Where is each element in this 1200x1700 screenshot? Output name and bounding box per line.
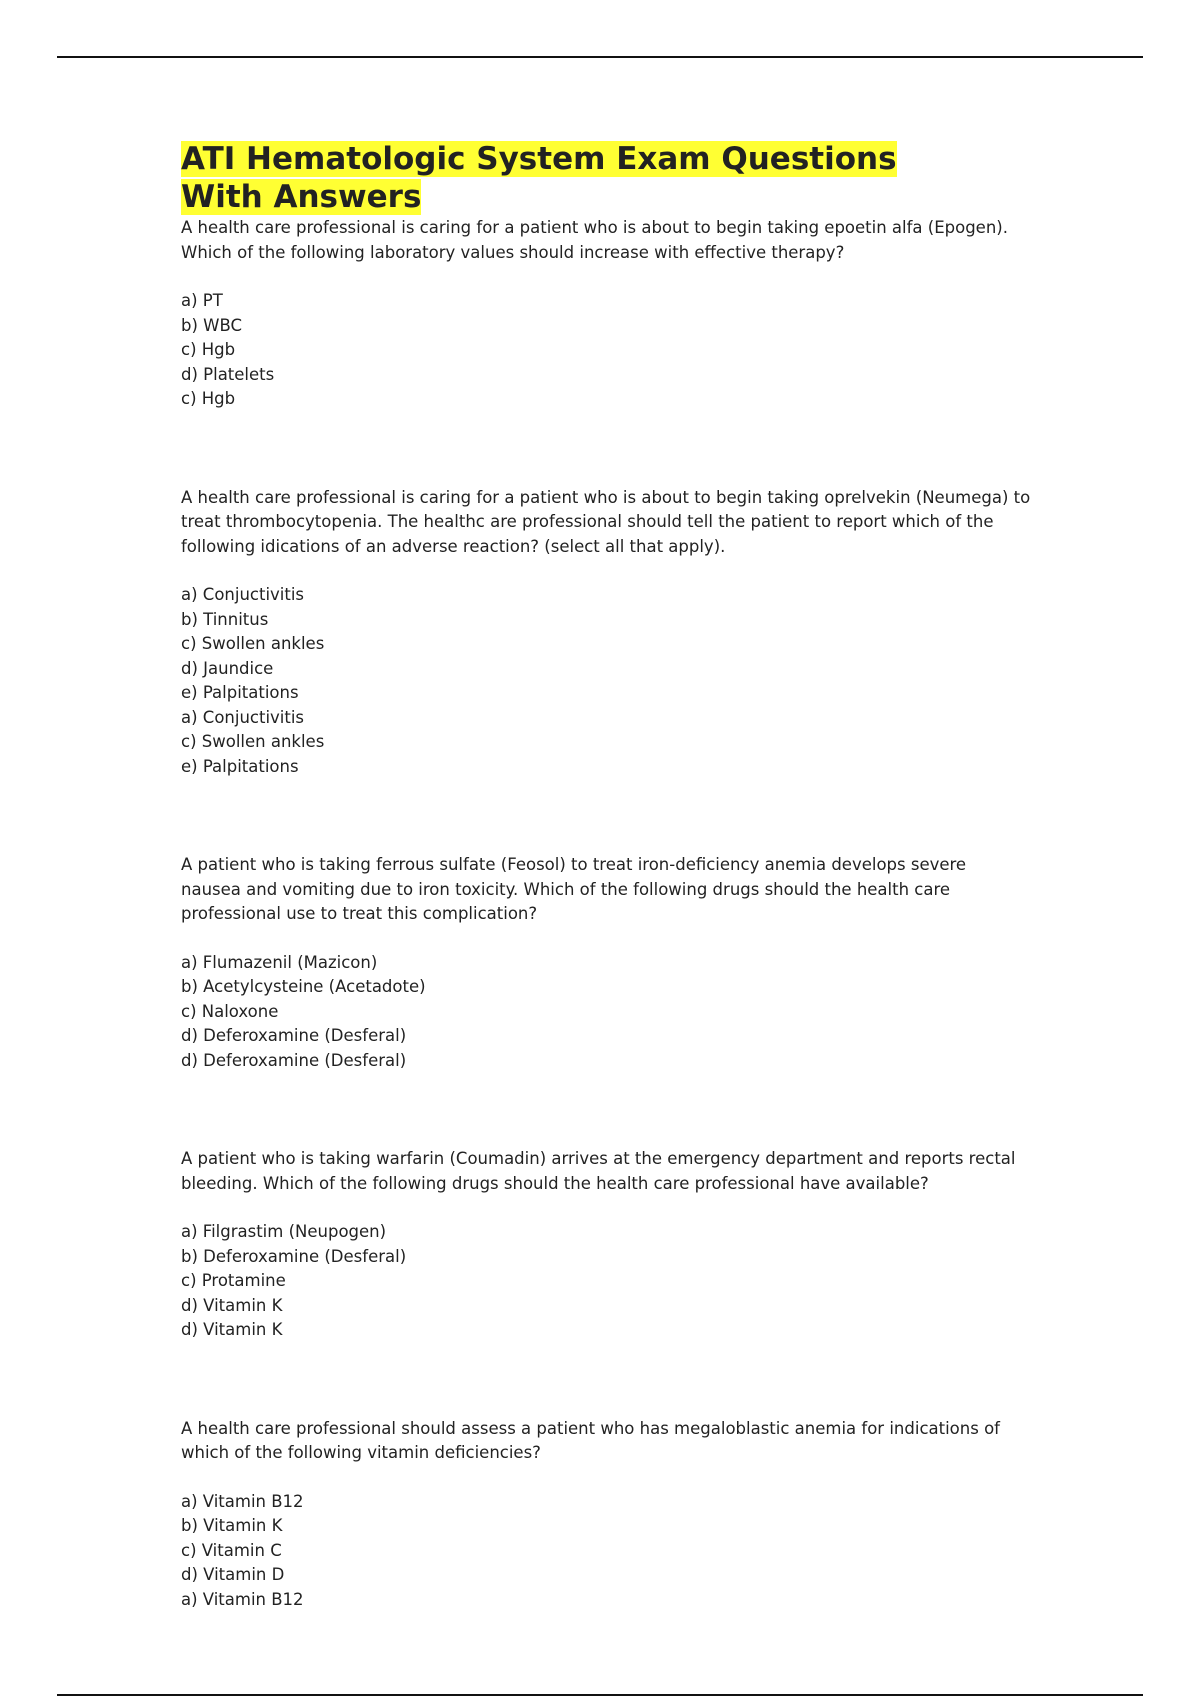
- question-line: A patient who is taking ferrous sulfate (Feosol) to treat iron-deficiency anemia develops severe: [181, 855, 967, 874]
- option-item: a) PT: [181, 291, 223, 310]
- question-line: nausea and vomiting due to iron toxicity. Which of the following drugs should the health care: [181, 879, 951, 899]
- question-block-5: [181, 1417, 1031, 1613]
- question-line: Which of the following laboratory values should increase with effective therapy?: [181, 242, 845, 262]
- question-line: A health care professional is caring for a patient who is about to begin taking oprelvekin (Neumega) to: [181, 487, 1031, 507]
- option-item: b) Vitamin K: [181, 1516, 283, 1535]
- question-line: A patient who is taking warfarin (Coumadin) arrives at the emergency department and reports rectal: [181, 1149, 1016, 1168]
- answer-options: [181, 289, 1031, 412]
- correct-answer: c) Swollen ankles: [181, 732, 325, 751]
- question-block-1: [181, 216, 1031, 412]
- option-item: b) Acetylcysteine (Acetadote): [181, 977, 426, 996]
- option-item: c) Naloxone: [181, 1001, 279, 1021]
- correct-answer: a) Vitamin B12: [181, 1589, 304, 1609]
- question-line: A health care professional should assess a patient who has megaloblastic anemia for indications of: [181, 1418, 1000, 1438]
- option-item: a) Vitamin B12: [181, 1491, 304, 1511]
- option-item: e) Palpitations: [181, 683, 299, 702]
- header-rule: [57, 56, 1143, 58]
- question-line: A health care professional is caring for a patient who is about to begin taking epoetin alfa (Epogen).: [181, 218, 1008, 237]
- question-text: [181, 853, 1031, 927]
- option-item: d) Vitamin D: [181, 1565, 285, 1584]
- option-item: b) Deferoxamine (Desferal): [181, 1246, 407, 1266]
- question-text: [181, 486, 1031, 560]
- option-item: d) Platelets: [181, 364, 275, 384]
- option-item: c) Protamine: [181, 1271, 286, 1290]
- question-line: which of the following vitamin deficiencies?: [181, 1443, 541, 1462]
- question-list: [181, 216, 1031, 1612]
- option-item: c) Vitamin C: [181, 1540, 282, 1560]
- option-item: a) Filgrastim (Neupogen): [181, 1222, 387, 1241]
- option-item: c) Swollen ankles: [181, 634, 325, 653]
- option-item: d) Jaundice: [181, 658, 274, 678]
- correct-answer: a) Conjuctivitis: [181, 707, 305, 727]
- correct-answer: e) Palpitations: [181, 756, 299, 776]
- title-line-2: With Answers: [181, 179, 422, 215]
- correct-answer: c) Hgb: [181, 389, 236, 408]
- document-body: [181, 140, 1031, 1612]
- answer-options: [181, 951, 1031, 1074]
- question-line: bleeding. Which of the following drugs should the health care professional have available?: [181, 1173, 929, 1193]
- option-item: c) Hgb: [181, 340, 236, 359]
- question-line: following idications of an adverse reaction? (select all that apply).: [181, 536, 726, 556]
- question-line: professional use to treat this complication?: [181, 904, 538, 923]
- option-item: d) Vitamin K: [181, 1295, 283, 1315]
- footer-rule: [57, 1694, 1143, 1696]
- question-block-4: [181, 1147, 1031, 1343]
- correct-answer: d) Vitamin K: [181, 1320, 283, 1339]
- option-item: b) WBC: [181, 315, 243, 335]
- question-text: [181, 216, 1031, 265]
- question-line: treat thrombocytopenia. The healthc are professional should tell the patient to report which of the: [181, 512, 994, 531]
- option-item: b) Tinnitus: [181, 609, 269, 629]
- option-item: d) Deferoxamine (Desferal): [181, 1026, 407, 1045]
- question-text: [181, 1147, 1031, 1196]
- option-item: a) Flumazenil (Mazicon): [181, 952, 378, 972]
- title-line-1: ATI Hematologic System Exam Questions: [181, 141, 897, 177]
- question-block-2: [181, 486, 1031, 780]
- option-item: a) Conjuctivitis: [181, 585, 305, 604]
- answer-options: [181, 583, 1031, 779]
- document-title: [181, 140, 1031, 216]
- answer-options: [181, 1220, 1031, 1343]
- correct-answer: d) Deferoxamine (Desferal): [181, 1050, 407, 1070]
- question-block-3: [181, 853, 1031, 1073]
- question-text: [181, 1417, 1031, 1466]
- answer-options: [181, 1490, 1031, 1613]
